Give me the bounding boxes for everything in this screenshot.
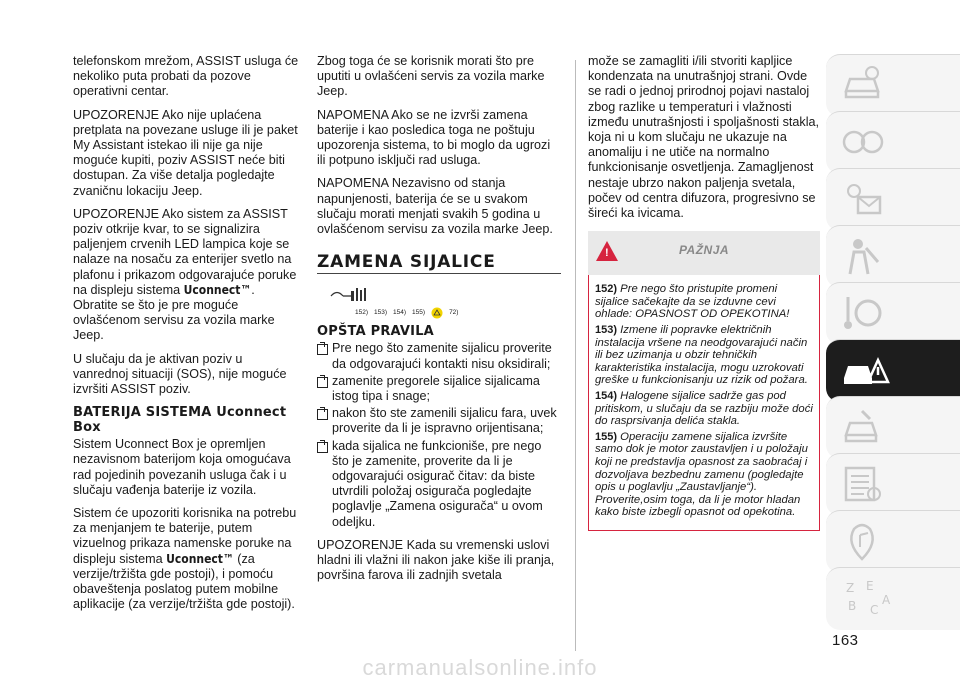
list-item	[317, 406, 560, 436]
svg-text:E: E	[866, 579, 874, 593]
note-text: Halogene sijalice sadrže gas pod pritiskom, u slučaju da se razbiju može doći do rasprsivanja delića stakla.	[595, 389, 813, 428]
note-item	[595, 324, 813, 387]
breakdown-icon	[840, 348, 892, 392]
page-number: 163	[832, 632, 859, 649]
text: Sistem će upozoriti korisnika na potrebu za menjanjem te baterije, putem vizuelnog prikaza namenske poruke na displeju sistema	[73, 506, 297, 566]
safety-icon	[840, 234, 884, 278]
attention-body	[588, 275, 820, 531]
ref-number: 154)	[393, 309, 407, 317]
list-item-text: nakon što ste zamenili sijalicu fara, uvek proverite da li je ispravno orijentisana;	[332, 406, 557, 436]
paragraph	[73, 506, 301, 612]
note-number: 153)	[595, 324, 618, 337]
text: UPOZORENJE Ako sistem za ASSIST poziv otkrije kvar, to se signalizira paljenjem crvenih LED lampica koje se nalaze na nosaču za enterijer svetlo na plafonu i prikazom odgovarajuće poruke na displeju sistema	[73, 206, 297, 297]
ref-number: 152)	[355, 309, 369, 317]
paragraph: NAPOMENA Nezavisno od stanja napunjenosti, baterija će se u svakom slučaju morati menjati svakih 5 godina u ovlašćenom servisu za vozila marke Jeep.	[317, 176, 553, 237]
watermark: carmanualsonline.info	[362, 655, 598, 680]
note-item	[595, 283, 813, 321]
list-item-text: Pre nego što zamenite sijalicu proverite da odgovarajući kontakti nisu oksidirali;	[332, 341, 552, 371]
brand-name: Uconnect™	[166, 551, 234, 566]
paragraph: NAPOMENA Ako se ne izvrši zamena baterije i kao posledica toga ne poštuju upozorenja sistema, to bi moglo da ugrozi ili potpuno isključi rad usluga.	[317, 107, 551, 168]
tab-lights[interactable]	[826, 168, 960, 231]
paragraph: UPOZORENJE Kada su vremenski uslovi hladni ili vlažni ili nakon jake kiše ili pranja, površina farova ili zadnjih svetala	[317, 537, 555, 583]
environment-icon	[431, 307, 443, 319]
wrench-car-icon	[840, 405, 884, 449]
paragraph: Zbog toga će se korisnik morati što pre uputiti u ovlašćeni servis za vozila marke Jeep.	[317, 54, 545, 99]
list-item-text: kada sijalica ne funkcioniše, pre nego što je zamenite, proverite da li je odgovarajući osigurač čitav: da biste utvrdili položaj osigurača pogledajte poglavlje „Zamena osigurača“ u ovom odeljku.	[332, 438, 543, 529]
dashboard-warning-icon	[840, 120, 884, 164]
sun-mail-icon	[840, 177, 884, 221]
tab-car-info[interactable]	[826, 54, 960, 117]
reference-numbers	[355, 305, 458, 320]
middle-column	[317, 54, 560, 591]
ref-number: 153)	[374, 309, 388, 317]
attention-header	[588, 231, 820, 275]
multimedia-icon	[840, 519, 884, 563]
ref-number: 72)	[449, 309, 459, 317]
list-item	[317, 374, 560, 404]
tab-specs[interactable]	[826, 453, 960, 516]
note-number: 152)	[595, 283, 618, 296]
subheading: BATERIJA SISTEMA Uconnect Box	[73, 405, 287, 436]
paragraph	[73, 207, 301, 344]
paragraph: može se zamagliti i/ili stvoriti kapljice kondenzata na unutrašnjoj strani. Ovde se radi o jednoj prirodnoj pojavi nastaloj zbog razlike u temperaturi i vlažnosti između unutrašnjosti i spoljašnosti stakla, koja ni u kom slučaju ne ukazuje na anomaliju i ne utiče na normalno funkcionisanje osvetljenja. Zamagljenost nestaje ubrzo nakon paljenja svetala, počev od centra difuzora, progresivno se šireći ka ivicama.	[588, 54, 819, 221]
bulb-icon-block	[317, 286, 560, 318]
text: . Obratite se što je pre moguće ovlašćenom servisu za vozila marke Jeep.	[73, 282, 275, 343]
left-column	[73, 54, 301, 621]
note-item	[595, 431, 813, 519]
svg-text:C: C	[870, 603, 879, 617]
svg-text:A: A	[882, 593, 891, 607]
column-divider	[575, 60, 576, 651]
steering-wheel-icon	[840, 291, 884, 335]
bullet-list	[317, 341, 560, 529]
checkbox-icon	[317, 344, 328, 355]
ref-number: 155)	[412, 309, 426, 317]
subheading: OPŠTA PRAVILA	[317, 324, 434, 340]
text: (za verzije/tržišta gde postoji), i pomoću obaveštenja poslatog putem mobilne aplikacije (za verzije/tržišta gde postoji).	[73, 551, 295, 612]
attention-box	[588, 231, 820, 531]
chapter-sidebar	[826, 54, 960, 626]
note-text: Operaciju zamene sijalica izvršite samo dok je motor zaustavljen i u položaju koji ne predstavlja opasnost za saobraćaj i dozvoljava bezbednu zamenu (pogledajte opis u poglavlju „Zaustavljanje“). Proverite,osim toga, da li je motor hladan kako biste izbegli opasnot od opekotina.	[595, 430, 808, 519]
checkbox-icon	[317, 409, 328, 420]
paragraph: telefonskom mrežom, ASSIST usluga će nekoliko puta probati da pozove operativni centar.	[73, 54, 299, 99]
note-number: 154)	[595, 389, 618, 402]
checkbox-icon	[317, 442, 328, 453]
tab-maintenance[interactable]	[826, 396, 960, 459]
list-item-text: zamenite pregorele sijalice sijalicama istog tipa i snage;	[332, 373, 540, 404]
paragraph: UPOZORENJE Ako nije uplaćena pretplata na povezane usluge ili je paket My Assistant istekao ili nije ga nije moguće kupiti, poziv ASSIST neće biti dostupan. Za više detalja pogledajte zvaničnu lokaciju Jeep.	[73, 107, 298, 198]
list-item	[317, 439, 560, 530]
note-text: Pre nego što pristupite promeni sijalice sačekajte da se izduvne cevi ohlade: OPASNOST OD OPEKOTINA!	[595, 283, 790, 321]
note-text: Izmene ili popravke električnih instalacija vršene na neodgovarajući način ili bez uzimanja u obzir tehničkih karakteristika instalacija, mogu uzrokovati greške u funkcionisanju uz rizik od požara.	[595, 324, 808, 387]
note-number: 155)	[595, 430, 618, 443]
checkbox-icon	[317, 377, 328, 388]
index-icon	[840, 576, 900, 624]
svg-text:B: B	[848, 599, 857, 613]
tab-safety[interactable]	[826, 225, 960, 288]
tab-multimedia[interactable]	[826, 510, 960, 573]
tab-driving[interactable]	[826, 282, 960, 345]
section-title: ZAMENA SIJALICE	[317, 252, 496, 273]
car-info-icon	[840, 63, 884, 107]
tab-index[interactable]	[826, 567, 960, 630]
headlamp-bulb-icon	[327, 286, 375, 304]
tab-dashboard[interactable]	[826, 111, 960, 174]
paragraph: Sistem Uconnect Box je opremljen nezavisnom baterijom koja omogućava rad pojedinih povezanih usluga čak i u slučaju vađenja baterije iz vozila.	[73, 437, 291, 497]
right-column	[588, 54, 820, 531]
note-item	[595, 390, 813, 428]
tab-emergency[interactable]	[826, 339, 960, 402]
brand-name: Uconnect™	[183, 282, 252, 297]
paragraph: U slučaju da je aktivan poziv u vanrednoj situaciji (SOS), nije moguće izvršiti ASSIST poziv.	[73, 351, 287, 397]
specs-icon	[840, 462, 884, 506]
attention-title: PAŽNJA	[678, 243, 730, 258]
svg-text:Z: Z	[846, 581, 855, 595]
section-divider	[317, 273, 561, 274]
bulb-icon	[335, 338, 375, 354]
